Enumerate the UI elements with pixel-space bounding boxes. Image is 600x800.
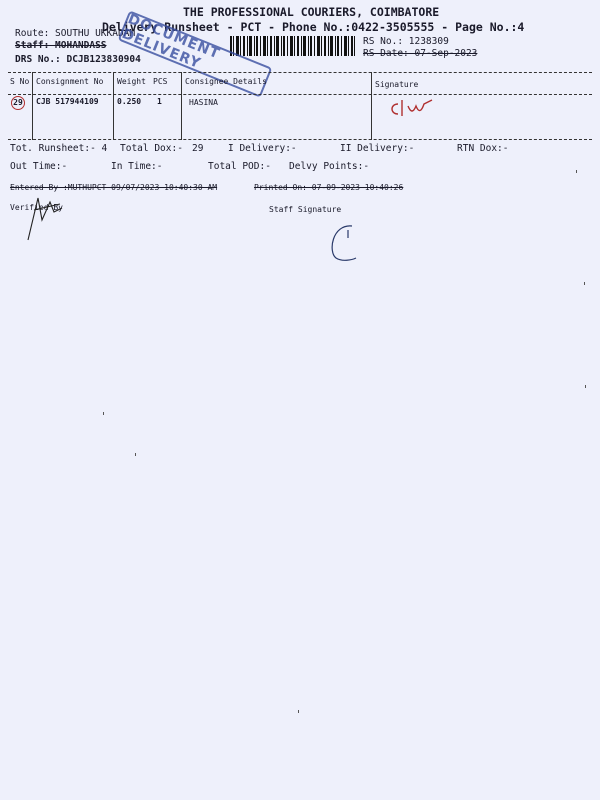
- company-title: THE PROFESSIONAL COURIERS, COIMBATORE: [183, 5, 440, 19]
- column-header-sno: S No: [10, 77, 30, 86]
- drs-number: DRS No.: DCJB123830904: [15, 54, 141, 65]
- route-label: Route: SOUTHU UKKADAM: [15, 28, 136, 39]
- column-header-signature: Signature: [375, 80, 419, 89]
- scan-speck: [584, 282, 585, 285]
- verified-by: Verified By: [10, 203, 63, 212]
- total-pod: Total POD:-: [208, 161, 271, 172]
- out-time: Out Time:-: [10, 161, 68, 172]
- handwritten-signature: [386, 92, 446, 122]
- verifier-signature-scribble: [20, 190, 68, 245]
- scan-speck: [576, 170, 577, 173]
- table-header-rule: [8, 94, 592, 95]
- row-pcs: 1: [157, 97, 162, 106]
- scan-speck: [135, 453, 136, 456]
- i-delivery: I Delivery:-: [228, 143, 297, 154]
- scan-speck: [585, 385, 586, 388]
- row-consignee: HASINA: [189, 98, 218, 107]
- staff-label: Staff: MOHANDASS: [15, 40, 107, 51]
- table-bottom-rule: [8, 139, 592, 140]
- row-consignment: CJB 517944109: [36, 97, 99, 106]
- column-header-consignee: Consignee Details: [185, 77, 267, 86]
- document-delivery-stamp: DOCUMENT DELIVERY: [118, 10, 273, 97]
- column-header-consignment: Consignment No: [36, 77, 104, 86]
- row-sno: 29: [11, 96, 25, 110]
- rs-number: RS No.: 1238309: [363, 36, 449, 47]
- column-divider: [371, 72, 372, 140]
- row-weight: 0.250: [117, 97, 142, 106]
- column-divider: [113, 72, 114, 140]
- column-header-pcs: PCS: [153, 77, 168, 86]
- scan-speck: [103, 412, 104, 415]
- column-header-weight: Weight: [117, 77, 146, 86]
- column-divider: [32, 72, 33, 140]
- staff-signature-label: Staff Signature: [269, 205, 342, 214]
- entered-by: Entered By :MUTHUPCT 09/07/2023 10:40:30 AM: [10, 183, 218, 192]
- ii-delivery: II Delivery:-: [340, 143, 415, 154]
- column-divider: [181, 72, 182, 140]
- staff-signature-scribble: [326, 218, 366, 266]
- table-top-rule: [8, 72, 592, 73]
- rtn-dox: RTN Dox:-: [457, 143, 509, 154]
- total-dox-value: 29: [192, 143, 204, 154]
- tot-runsheet: Tot. Runsheet:- 4: [10, 143, 108, 154]
- in-time: In Time:-: [111, 161, 163, 172]
- total-dox-label: Total Dox:-: [120, 143, 183, 154]
- runsheet-subtitle: Delivery Runsheet - PCT - Phone No.:0422-3505555 - Page No.:4: [102, 20, 525, 34]
- rs-date: RS Date: 07-Sep-2023: [363, 48, 478, 59]
- barcode-image: [230, 36, 355, 56]
- scan-speck: [298, 710, 299, 713]
- delvy-points: Delvy Points:-: [289, 161, 370, 172]
- printed-on: Printed On: 07-09-2023 10:40:26: [254, 183, 404, 192]
